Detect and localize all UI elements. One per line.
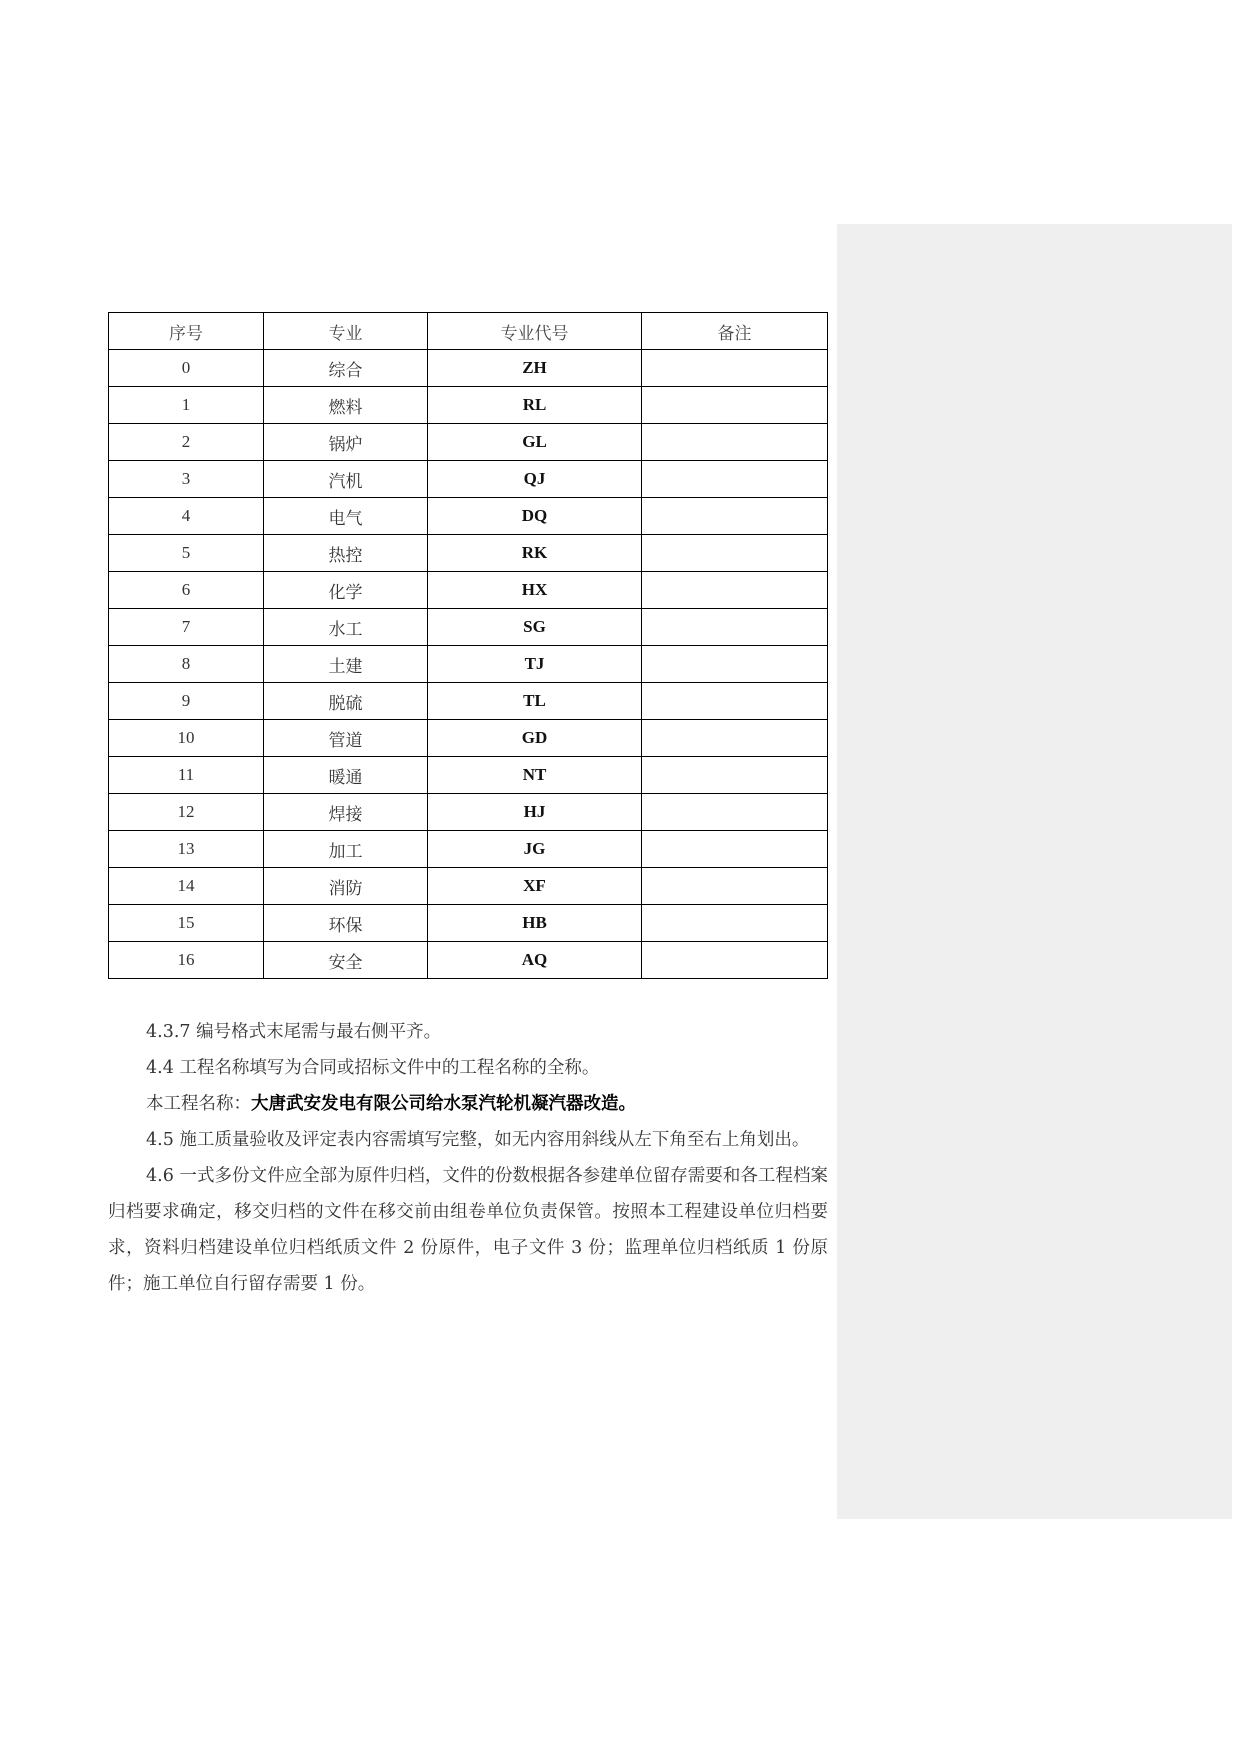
discipline-code-cell: GD [428,720,642,757]
table-row [109,646,828,683]
serial-number-cell: 4 [109,498,264,535]
remarks-cell [642,646,828,683]
discipline-cell: 暖通 [264,757,428,794]
remarks-cell [642,868,828,905]
table-row [109,868,828,905]
discipline-code-cell: QJ [428,461,642,498]
header-serial-number: 序号 [109,313,264,350]
table-row [109,794,828,831]
table-row [109,757,828,794]
serial-number-cell: 13 [109,831,264,868]
remarks-cell [642,794,828,831]
clause-4-5: 4.5 施工质量验收及评定表内容需填写完整，如无内容用斜线从左下角至右上角划出。 [146,1130,810,1150]
serial-number-cell: 14 [109,868,264,905]
discipline-cell: 汽机 [264,461,428,498]
discipline-code-cell: GL [428,424,642,461]
discipline-code-cell: TJ [428,646,642,683]
table-row [109,535,828,572]
comment-margin-pane [837,224,1232,1519]
table-row [109,831,828,868]
discipline-code-cell: DQ [428,498,642,535]
project-name-value: 大唐武安发电有限公司给水泵汽轮机凝汽器改造。 [251,1094,636,1114]
discipline-cell: 环保 [264,905,428,942]
serial-number-cell: 0 [109,350,264,387]
discipline-cell: 化学 [264,572,428,609]
serial-number-cell: 3 [109,461,264,498]
table-row [109,572,828,609]
discipline-code-table [108,312,828,979]
discipline-cell: 管道 [264,720,428,757]
project-name-line [108,1086,828,1122]
remarks-cell [642,424,828,461]
table-row [109,498,828,535]
serial-number-cell: 9 [109,683,264,720]
table-row [109,424,828,461]
table-row [109,683,828,720]
remarks-cell [642,905,828,942]
document-body [108,1014,828,1302]
serial-number-cell: 15 [109,905,264,942]
remarks-cell [642,498,828,535]
discipline-code-cell: XF [428,868,642,905]
serial-number-cell: 12 [109,794,264,831]
remarks-cell [642,757,828,794]
serial-number-cell: 11 [109,757,264,794]
discipline-cell: 消防 [264,868,428,905]
table-row [109,942,828,979]
table-header-row [109,313,828,350]
table-row [109,350,828,387]
discipline-cell: 安全 [264,942,428,979]
table-row [109,905,828,942]
discipline-cell: 脱硫 [264,683,428,720]
table-row [109,720,828,757]
remarks-cell [642,831,828,868]
discipline-code-cell: HB [428,905,642,942]
discipline-cell: 燃料 [264,387,428,424]
discipline-code-cell: AQ [428,942,642,979]
header-discipline: 专业 [264,313,428,350]
discipline-code-cell: JG [428,831,642,868]
discipline-code-cell: HJ [428,794,642,831]
discipline-cell: 水工 [264,609,428,646]
clause-4-3-7: 4.3.7 编号格式末尾需与最右侧平齐。 [146,1022,442,1042]
discipline-code-cell: NT [428,757,642,794]
remarks-cell [642,572,828,609]
discipline-cell: 锅炉 [264,424,428,461]
serial-number-cell: 8 [109,646,264,683]
discipline-code-cell: SG [428,609,642,646]
discipline-code-cell: TL [428,683,642,720]
remarks-cell [642,720,828,757]
discipline-cell: 土建 [264,646,428,683]
discipline-cell: 热控 [264,535,428,572]
clause-4-6: 4.6 一式多份文件应全部为原件归档，文件的份数根据各参建单位留存需要和各工程档案归档要求确定，移交归档的文件在移交前由组卷单位负责保管。按照本工程建设单位归档要求，资料归档建设单位归档纸质文件 2 份原件，电子文件 3 份；监理单位归档纸质 1 份原件；施工单位自行留存需要 1 份。 [108,1166,828,1294]
header-discipline-code: 专业代号 [428,313,642,350]
table-body [109,350,828,979]
discipline-cell: 综合 [264,350,428,387]
table-row [109,461,828,498]
serial-number-cell: 7 [109,609,264,646]
remarks-cell [642,350,828,387]
remarks-cell [642,461,828,498]
serial-number-cell: 10 [109,720,264,757]
remarks-cell [642,535,828,572]
discipline-code-cell: HX [428,572,642,609]
table-row [109,609,828,646]
discipline-code-cell: RK [428,535,642,572]
remarks-cell [642,387,828,424]
project-name-label: 本工程名称： [146,1094,251,1114]
clause-4-4: 4.4 工程名称填写为合同或招标文件中的工程名称的全称。 [146,1058,600,1078]
serial-number-cell: 16 [109,942,264,979]
serial-number-cell: 2 [109,424,264,461]
discipline-cell: 电气 [264,498,428,535]
discipline-code-cell: RL [428,387,642,424]
remarks-cell [642,683,828,720]
discipline-code-cell: ZH [428,350,642,387]
remarks-cell [642,609,828,646]
serial-number-cell: 1 [109,387,264,424]
header-remarks: 备注 [642,313,828,350]
discipline-cell: 加工 [264,831,428,868]
serial-number-cell: 6 [109,572,264,609]
serial-number-cell: 5 [109,535,264,572]
remarks-cell [642,942,828,979]
discipline-cell: 焊接 [264,794,428,831]
table-row [109,387,828,424]
